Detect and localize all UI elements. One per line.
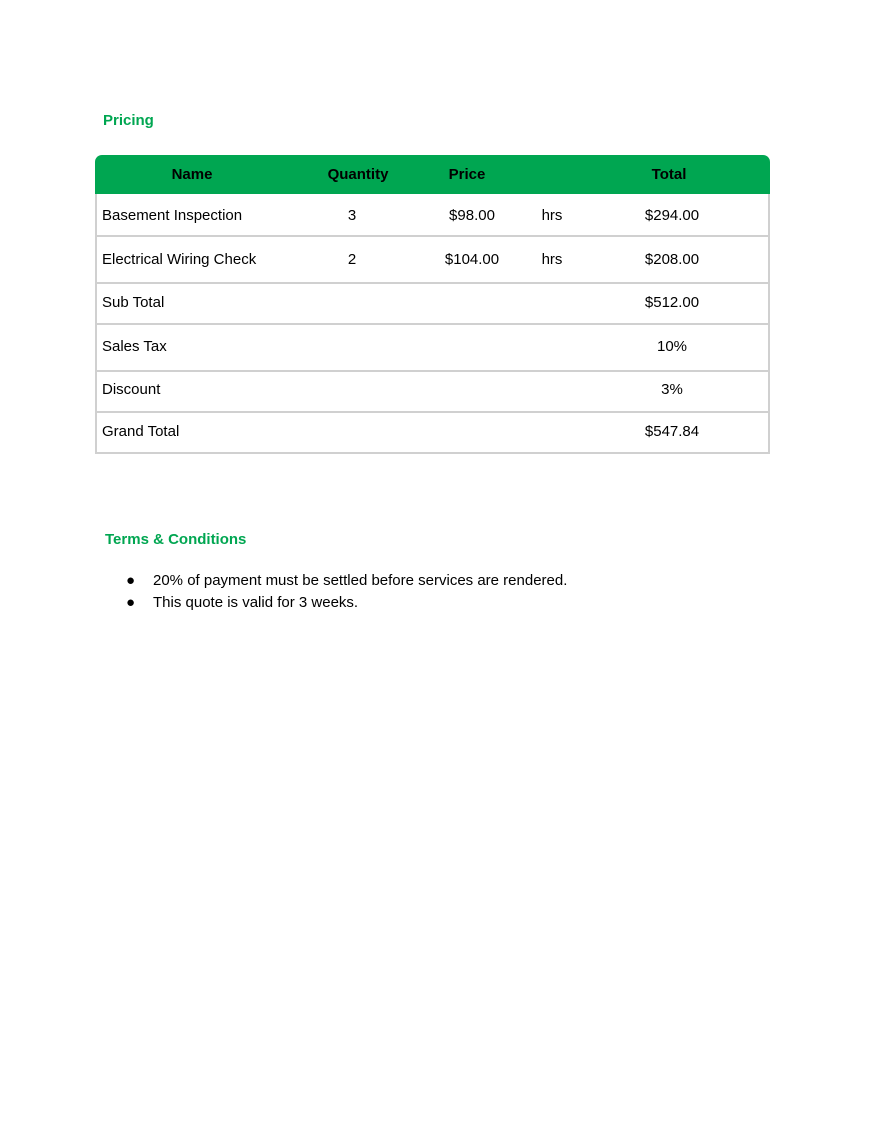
header-quantity: Quantity — [327, 166, 389, 183]
term-text: 20% of payment must be settled before services are rendered. — [153, 572, 568, 589]
item-price: $104.00 — [444, 251, 500, 268]
terms-list — [120, 570, 567, 614]
table-body — [95, 194, 770, 454]
summary-value: $547.84 — [644, 423, 700, 440]
table-row — [97, 235, 768, 282]
list-item — [120, 570, 567, 592]
item-unit: hrs — [541, 207, 563, 224]
header-total: Total — [651, 166, 687, 183]
terms-title: Terms & Conditions — [105, 531, 247, 548]
header-name: Name — [171, 166, 213, 183]
pricing-title: Pricing — [103, 112, 154, 129]
item-name: Electrical Wiring Check — [102, 251, 257, 268]
term-text: This quote is valid for 3 weeks. — [153, 594, 359, 611]
summary-label: Sales Tax — [102, 338, 167, 355]
summary-label: Grand Total — [102, 423, 180, 440]
item-quantity: 2 — [347, 251, 357, 268]
summary-value: 3% — [661, 381, 683, 398]
item-total: $208.00 — [644, 251, 700, 268]
item-quantity: 3 — [347, 207, 357, 224]
summary-row-sales-tax — [97, 323, 768, 370]
list-item — [120, 592, 567, 614]
pricing-table — [95, 155, 770, 454]
item-unit: hrs — [541, 251, 563, 268]
table-row — [97, 194, 768, 235]
header-price: Price — [448, 166, 486, 183]
summary-label: Sub Total — [102, 294, 165, 311]
table-header — [95, 155, 770, 194]
bullet-icon: ● — [126, 594, 136, 611]
summary-row-subtotal — [97, 282, 768, 323]
item-name: Basement Inspection — [102, 207, 243, 224]
summary-label: Discount — [102, 381, 161, 398]
bullet-icon: ● — [126, 572, 136, 589]
summary-row-grand-total — [97, 411, 768, 452]
item-total: $294.00 — [644, 207, 700, 224]
summary-value: 10% — [656, 338, 688, 355]
summary-row-discount — [97, 370, 768, 411]
summary-value: $512.00 — [644, 294, 700, 311]
item-price: $98.00 — [449, 207, 495, 224]
